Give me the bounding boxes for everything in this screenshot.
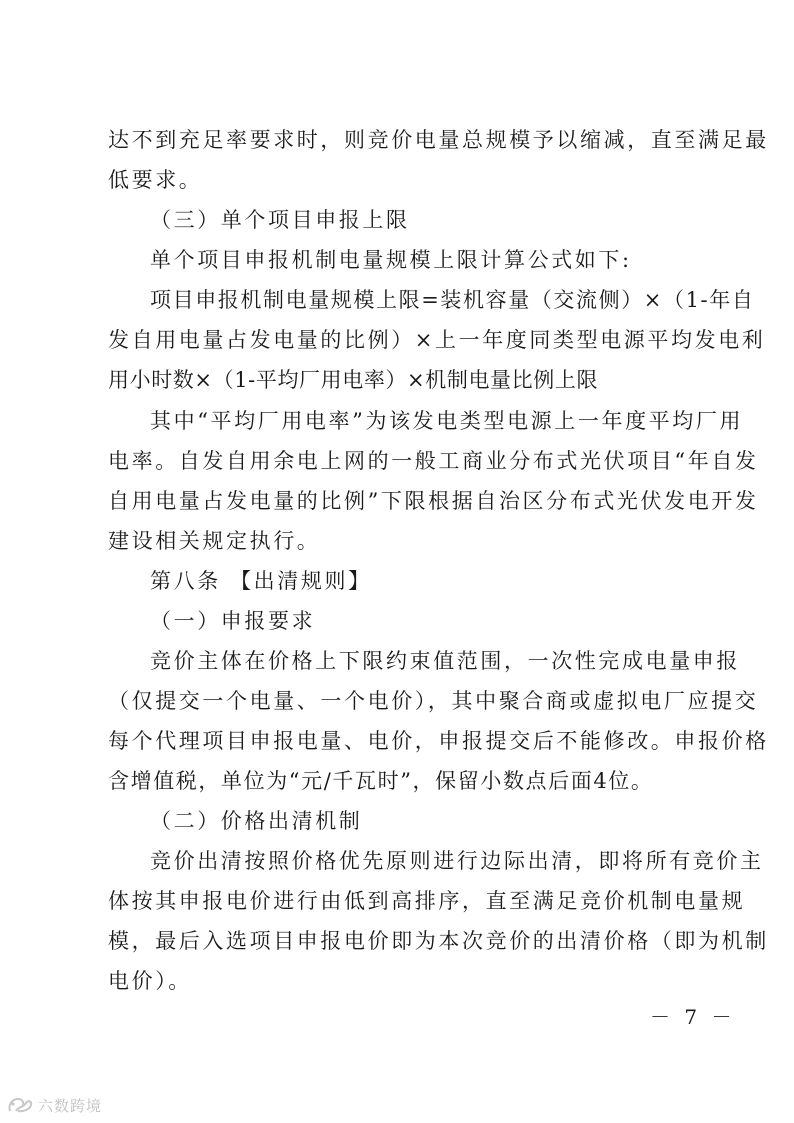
body-text-line: 自用电量占发电量的比例”下限根据自治区分布式光伏发电开发: [108, 489, 759, 513]
body-text-line: 竞价出清按照价格优先原则进行边际出清，即将所有竞价主: [150, 849, 764, 873]
page-number: － 7 －: [650, 1005, 736, 1029]
body-text-line: 电价）。: [108, 969, 192, 993]
section-heading: （二）价格出清机制: [150, 809, 363, 833]
body-text-line: 每个代理项目申报电量、电价，申报提交后不能修改。申报价格: [108, 729, 769, 753]
formula-line: 项目申报机制电量规模上限=装机容量（交流侧）×（1-年自: [150, 288, 755, 312]
body-text-line: 建设相关规定执行。: [108, 529, 321, 553]
body-text-line: （仅提交一个电量、一个电价），其中聚合商或虚拟电厂应提交: [108, 689, 759, 713]
body-text-line: 单个项目申报机制电量规模上限计算公式如下:: [150, 248, 632, 272]
article-heading: 第八条 【出清规则】: [150, 569, 372, 593]
formula-line: 用小时数×（1-平均厂用电率）×机制电量比例上限: [108, 368, 599, 392]
watermark-text: 六数跨境: [38, 1096, 103, 1115]
section-heading: （三）单个项目申报上限: [150, 208, 410, 232]
formula-line: 发自用电量占发电量的比例）×上一年度同类型电源平均发电利: [108, 328, 766, 352]
body-text-line: 低要求。: [108, 168, 203, 192]
body-text-line: 电率。自发自用余电上网的一般工商业分布式光伏项目“年自发: [108, 449, 759, 473]
body-text-line: 模，最后入选项目申报电价即为本次竞价的出清价格（即为机制: [108, 929, 769, 953]
body-text-line: 竞价主体在价格上下限约束值范围，一次性完成电量申报: [150, 649, 740, 673]
body-text-line: 达不到充足率要求时，则竞价电量总规模予以缩减，直至满足最: [108, 128, 769, 152]
body-text-line: 其中“平均厂用电率”为该发电类型电源上一年度平均厂用: [150, 409, 744, 433]
watermark: [6, 1093, 102, 1117]
watermark-logo-icon: [6, 1095, 34, 1115]
section-heading: （一）申报要求: [150, 609, 316, 633]
body-text-line: 体按其申报电价进行由低到高排序，直至满足竞价机制电量规: [108, 889, 746, 913]
body-text-line: 含增值税，单位为“元/千瓦时”，保留小数点后面4位。: [108, 769, 654, 793]
